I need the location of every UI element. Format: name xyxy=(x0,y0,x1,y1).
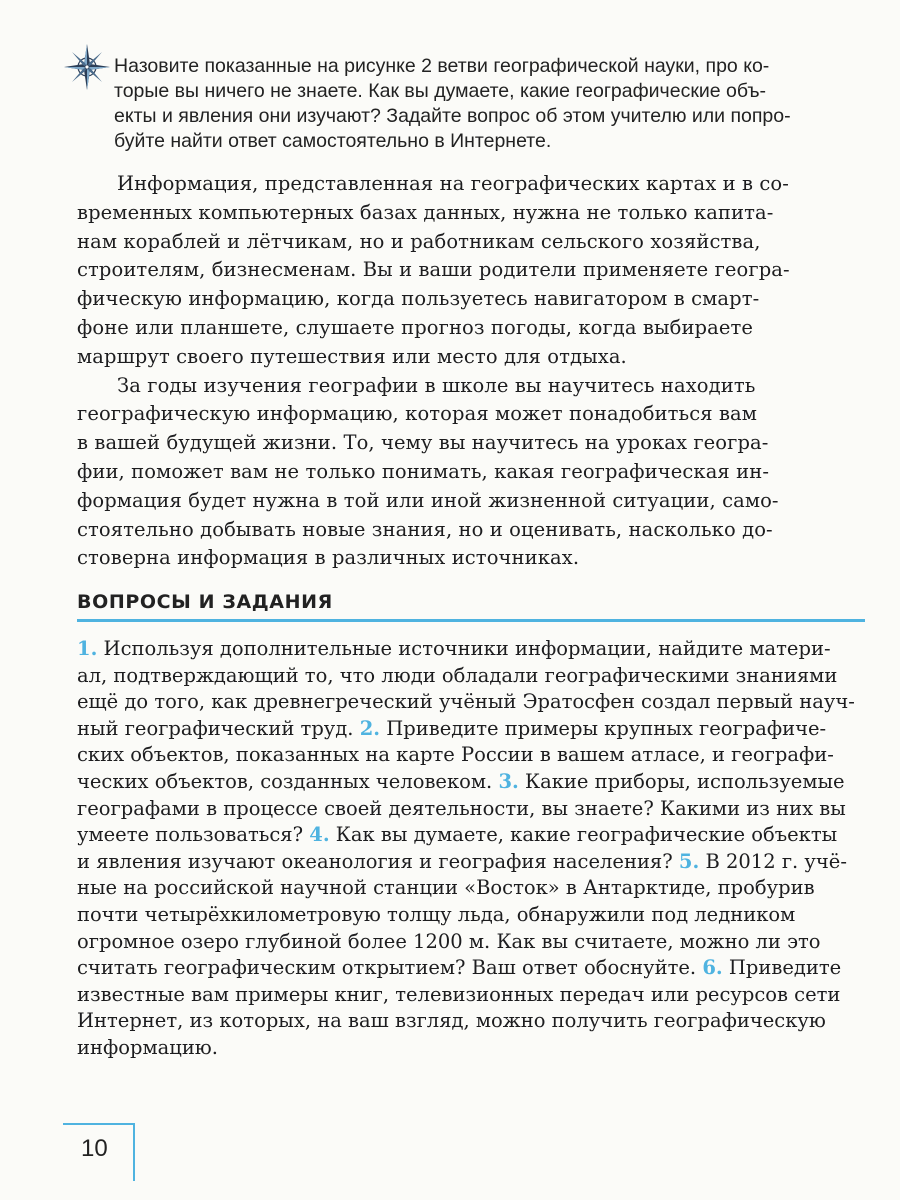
question-line xyxy=(77,902,869,929)
question-text: Приведите примеры крупных географиче- xyxy=(380,716,827,740)
body-paragraphs xyxy=(77,170,869,573)
body-line: нам кораблей и лётчикам, но и работникам сельского хозяйства, xyxy=(77,229,761,253)
page-number-box xyxy=(63,1123,135,1181)
page-number: 10 xyxy=(81,1135,108,1162)
question-text: ческих объектов, созданных человеком. xyxy=(77,769,499,793)
question-line xyxy=(77,1035,869,1062)
question-text: умеете пользоваться? xyxy=(77,823,310,847)
question-text: Интернет, из которых, на ваш взгляд, можно получить географическую xyxy=(77,1009,826,1033)
task-line: Назовите показанные на рисунке 2 ветви географической науки, про ко- xyxy=(114,55,770,77)
body-line: фоне или планшете, слушаете прогноз погоды, когда выбираете xyxy=(77,315,754,339)
question-number: 5. xyxy=(678,849,700,873)
body-line: Информация, представленная на географических картах и в со- xyxy=(117,172,789,195)
question-line xyxy=(77,636,869,663)
body-line: маршрут своего путешествия или место для отдыха. xyxy=(77,344,627,368)
question-text: известные вам примеры книг, телевизионных передач или ресурсов сети xyxy=(77,982,841,1006)
question-line xyxy=(77,1008,869,1035)
question-number: 4. xyxy=(309,823,330,847)
question-line xyxy=(77,716,869,743)
task-text xyxy=(114,54,874,154)
question-text: ал, подтверждающий то, что люди обладали географическими знаниями xyxy=(77,663,838,687)
question-line xyxy=(77,769,869,796)
question-text: Используя дополнительные источники информации, найдите матери- xyxy=(97,637,831,660)
body-line: стоверна информация в различных источниках. xyxy=(77,546,580,570)
question-number: 3. xyxy=(498,769,519,793)
question-text: ные на российской научной станции «Восток» в Антарктиде, пробурив xyxy=(77,876,815,900)
question-text: считать географическим открытием? Ваш ответ обоснуйте. xyxy=(77,956,703,980)
question-line xyxy=(77,796,869,823)
question-line xyxy=(77,955,869,982)
question-line xyxy=(77,663,869,690)
task-line: торые вы ничего не знаете. Как вы думаете, какие географические объ- xyxy=(114,80,767,102)
question-line xyxy=(77,875,869,902)
question-text: В 2012 г. учё- xyxy=(699,849,847,873)
task-line: екты и явления они изучают? Задайте вопрос об этом учителю или попро- xyxy=(114,105,791,127)
body-line: строителям, бизнесменам. Вы и ваши родители применяете геогра- xyxy=(77,258,790,282)
question-text: и явления изучают океанология и география населения? xyxy=(77,849,679,873)
question-line xyxy=(77,689,869,716)
question-number: 2. xyxy=(359,716,381,740)
question-text: ещё до того, как древнегреческий учёный Эратосфен создал первый науч- xyxy=(77,690,855,714)
question-line xyxy=(77,982,869,1009)
section-header xyxy=(77,591,865,622)
compass-rose-icon xyxy=(62,42,112,92)
question-number: 6. xyxy=(702,956,723,980)
body-line: фическую информацию, когда пользуетесь навигатором в смарт- xyxy=(77,287,760,311)
body-line: временных компьютерных базах данных, нужна не только капита- xyxy=(77,200,774,224)
question-text: Как вы думаете, какие географические объекты xyxy=(329,823,838,847)
section-rule xyxy=(77,619,865,622)
body-line: в вашей будущей жизни. То, чему вы научитесь на уроках геогра- xyxy=(77,431,769,455)
question-text: географами в процессе своей деятельности, вы знаете? Какими из них вы xyxy=(77,796,846,820)
question-line xyxy=(77,822,869,849)
task-line: буйте найти ответ самостоятельно в Интернете. xyxy=(114,130,552,152)
question-text: Приведите xyxy=(722,956,842,980)
question-number: 1. xyxy=(77,637,98,660)
question-text: Какие приборы, используемые xyxy=(518,769,845,793)
body-line: стоятельно добывать новые знания, но и оценивать, насколько до- xyxy=(77,517,773,541)
question-line xyxy=(77,742,869,769)
body-line: За годы изучения географии в школе вы научитесь находить xyxy=(117,373,756,397)
question-text: информацию. xyxy=(77,1035,218,1059)
body-line: фии, поможет вам не только понимать, какая географическая ин- xyxy=(77,459,770,483)
question-line xyxy=(77,929,869,956)
section-title: ВОПРОСЫ И ЗАДАНИЯ xyxy=(77,591,333,613)
questions-list xyxy=(77,636,869,1062)
question-text: ный географический труд. xyxy=(77,716,360,740)
question-text: огромное озеро глубиной более 1200 м. Как вы считаете, можно ли это xyxy=(77,929,821,953)
question-text: ских объектов, показанных на карте России в вашем атласе, и географи- xyxy=(77,743,834,767)
body-line: географическую информацию, которая может понадобиться вам xyxy=(77,402,758,426)
body-line: формация будет нужна в той или иной жизненной ситуации, само- xyxy=(77,488,779,512)
question-text: почти четырёхкилометровую толщу льда, обнаружили под ледником xyxy=(77,902,796,926)
question-line xyxy=(77,849,869,876)
